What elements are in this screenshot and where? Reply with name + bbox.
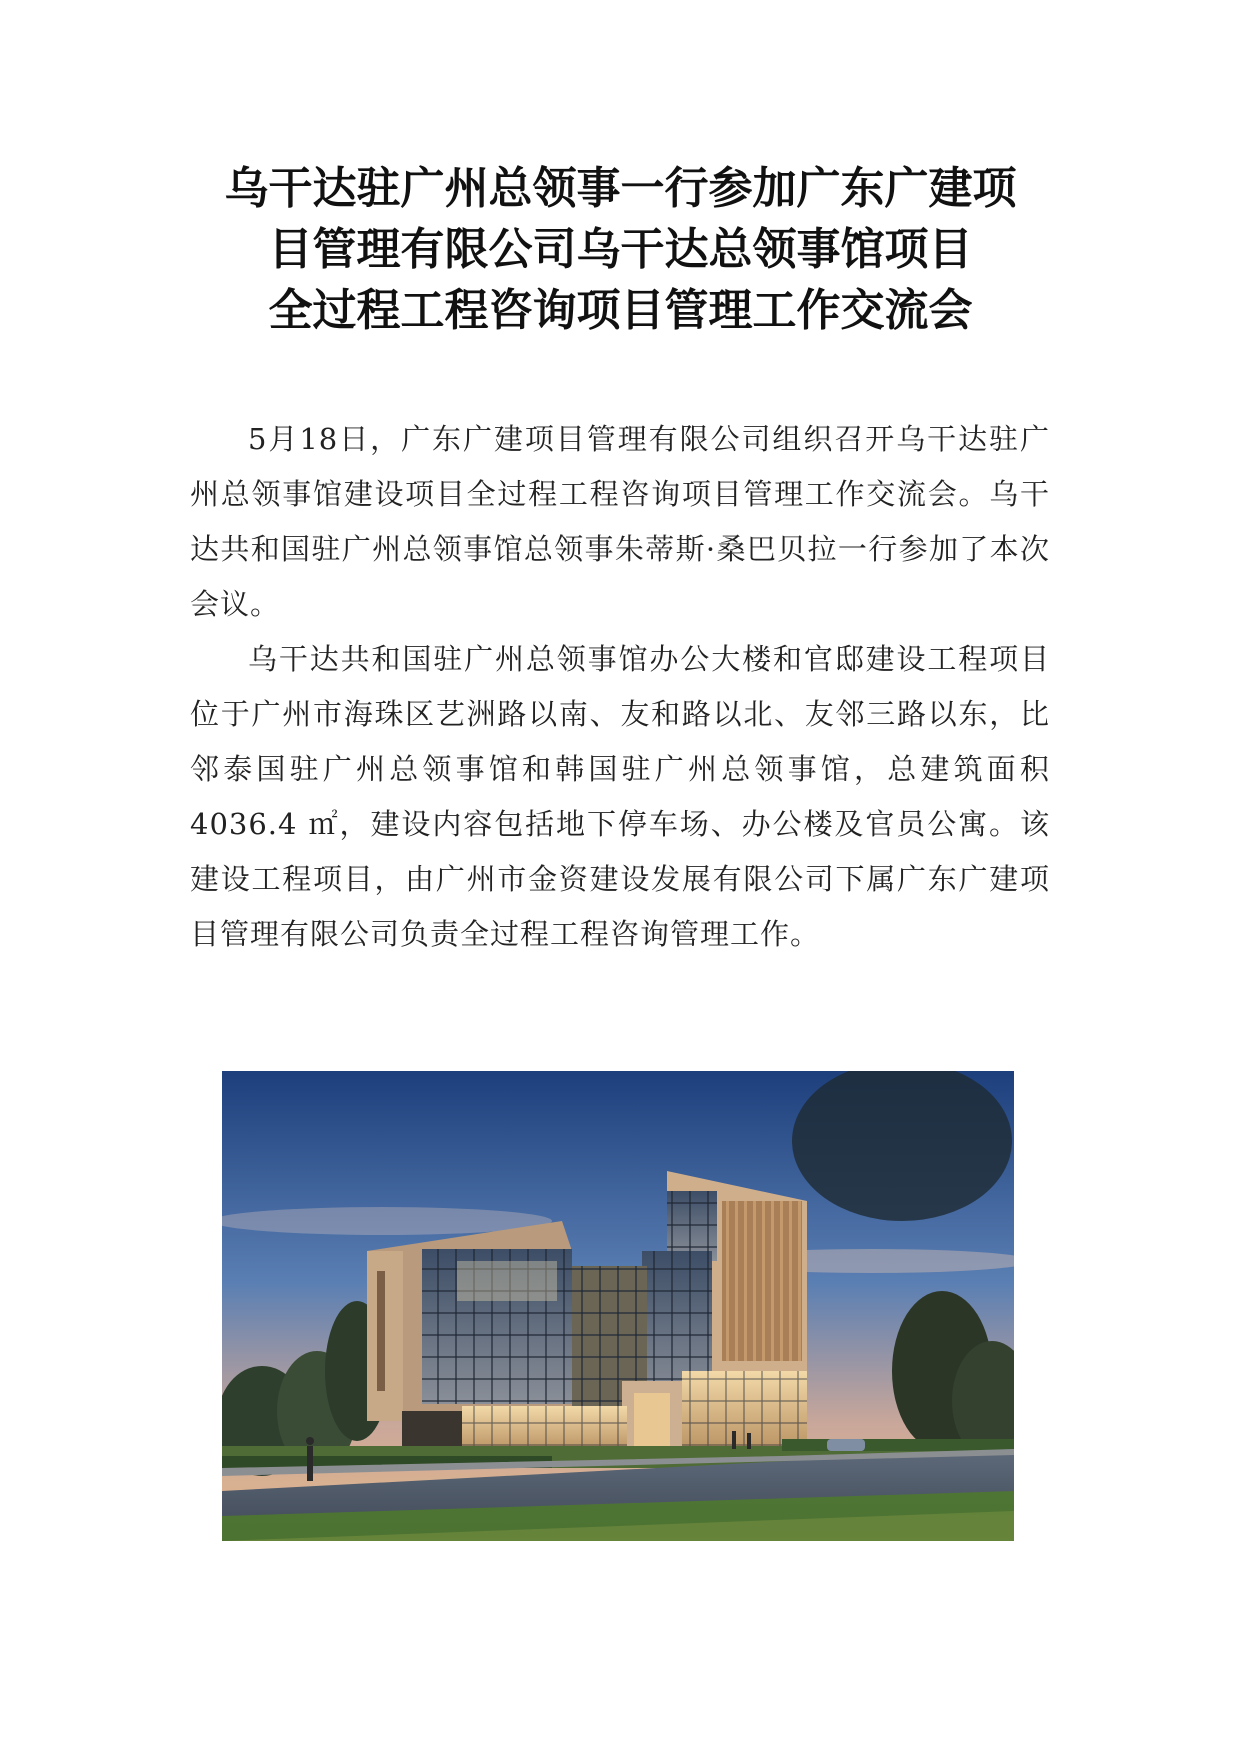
paragraph-2: 乌干达共和国驻广州总领事馆办公大楼和官邸建设工程项目位于广州市海珠区艺洲路以南、友和路以北、友邻三路以东，比邻泰国驻广州总领事馆和韩国驻广州总领事馆，总建筑面积 4036.4 ㎡，建设内容包括地下停车场、办公楼及官员公寓。该建设工程项目，由广州市金资建设发展有限公司下属广东广建项目管理有限公司负责全过程工程咨询管理工作。 bbox=[190, 642, 1050, 951]
title-line-1: 乌干达驻广州总领事一行参加广东广建项 bbox=[224, 163, 1017, 214]
article-title bbox=[150, 158, 1091, 341]
paragraph-1: 5月18日，广东广建项目管理有限公司组织召开乌干达驻广州总领事馆建设项目全过程工程咨询项目管理工作交流会。乌干达共和国驻广州总领事馆总领事朱蒂斯·桑巴贝拉一行参加了本次会议。 bbox=[190, 422, 1050, 621]
title-line-3: 全过程工程咨询项目管理工作交流会 bbox=[268, 285, 973, 336]
building-rendering-image bbox=[222, 1071, 1014, 1541]
article-body bbox=[190, 412, 1050, 962]
title-line-2: 目管理有限公司乌干达总领事馆项目 bbox=[268, 224, 973, 275]
